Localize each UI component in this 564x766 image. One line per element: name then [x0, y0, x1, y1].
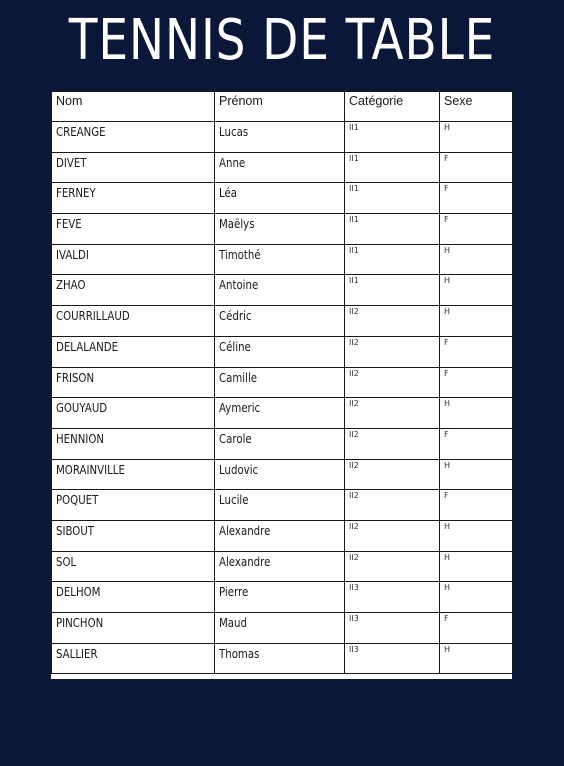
table-row	[52, 306, 513, 337]
cell-prenom-text: Céline	[219, 339, 251, 354]
cell-prenom-text: Alexandre	[219, 523, 271, 538]
cell-sexe: H	[440, 643, 513, 674]
cell-categorie: II2	[345, 551, 440, 582]
table-row	[52, 490, 513, 521]
table-row	[52, 643, 513, 674]
participants-table	[51, 91, 513, 674]
cell-nom-text: FEVE	[56, 217, 82, 232]
table-body	[52, 122, 513, 674]
table-row	[52, 459, 513, 490]
cell-prenom	[215, 244, 345, 275]
cell-nom-text: SOL	[56, 554, 77, 569]
cell-categorie: II2	[345, 428, 440, 459]
cell-nom	[52, 398, 215, 429]
cell-prenom	[215, 551, 345, 582]
table-row	[52, 367, 513, 398]
cell-prenom	[215, 152, 345, 183]
cell-categorie: II2	[345, 367, 440, 398]
cell-prenom	[215, 306, 345, 337]
cell-nom-text: DELALANDE	[56, 339, 119, 354]
cell-sexe: H	[440, 582, 513, 613]
cell-categorie: II1	[345, 183, 440, 214]
cell-prenom-text: Carole	[219, 431, 252, 446]
cell-prenom	[215, 367, 345, 398]
cell-prenom-text: Camille	[219, 370, 258, 385]
cell-nom-text: POQUET	[56, 493, 99, 508]
cell-nom	[52, 306, 215, 337]
cell-nom-text: ZHAO	[56, 278, 86, 293]
cell-categorie: II1	[345, 122, 440, 153]
table-row	[52, 214, 513, 245]
cell-prenom	[215, 582, 345, 613]
cell-sexe: H	[440, 122, 513, 153]
cell-sexe: H	[440, 459, 513, 490]
cell-nom-text: FRISON	[56, 370, 95, 385]
cell-nom-text: SIBOUT	[56, 523, 95, 538]
cell-categorie: II3	[345, 613, 440, 644]
cell-prenom	[215, 183, 345, 214]
cell-nom	[52, 551, 215, 582]
cell-nom-text: HENNION	[56, 431, 105, 446]
cell-sexe: F	[440, 490, 513, 521]
cell-prenom-text: Alexandre	[219, 554, 271, 569]
table-row	[52, 551, 513, 582]
cell-categorie: II3	[345, 643, 440, 674]
cell-nom-text: GOUYAUD	[56, 401, 108, 416]
cell-nom	[52, 244, 215, 275]
cell-nom-text: DELHOM	[56, 585, 101, 600]
table-row	[52, 152, 513, 183]
cell-nom-text: COURRILLAUD	[56, 309, 130, 324]
cell-nom	[52, 459, 215, 490]
cell-prenom-text: Cédric	[219, 309, 252, 324]
table-row	[52, 336, 513, 367]
cell-categorie: II2	[345, 490, 440, 521]
cell-sexe: H	[440, 275, 513, 306]
cell-sexe: H	[440, 520, 513, 551]
header-nom: Nom	[52, 92, 215, 122]
cell-prenom	[215, 520, 345, 551]
cell-prenom	[215, 459, 345, 490]
cell-prenom-text: Lucile	[219, 493, 249, 508]
cell-prenom-text: Antoine	[219, 278, 259, 293]
table-row	[52, 428, 513, 459]
header-sexe: Sexe	[440, 92, 513, 122]
cell-nom-text: SALLIER	[56, 646, 98, 661]
cell-categorie: II1	[345, 214, 440, 245]
cell-prenom-text: Lucas	[219, 125, 249, 139]
cell-prenom-text: Maëlys	[219, 217, 255, 232]
participants-table-container	[51, 91, 512, 679]
cell-sexe: F	[440, 183, 513, 214]
cell-prenom-text: Timothé	[219, 247, 261, 262]
cell-sexe: F	[440, 367, 513, 398]
cell-categorie: II2	[345, 520, 440, 551]
cell-prenom	[215, 643, 345, 674]
cell-prenom-text: Ludovic	[219, 462, 259, 477]
cell-prenom	[215, 613, 345, 644]
cell-sexe: H	[440, 398, 513, 429]
cell-sexe: H	[440, 306, 513, 337]
cell-nom-text: MORAINVILLE	[56, 462, 125, 477]
cell-prenom-text: Pierre	[219, 585, 249, 600]
cell-nom	[52, 520, 215, 551]
cell-nom	[52, 152, 215, 183]
cell-nom-text: PINCHON	[56, 616, 104, 630]
cell-nom-text: CREANGE	[56, 125, 106, 139]
table-header-row	[52, 92, 513, 122]
cell-nom-text: DIVET	[56, 155, 87, 170]
table-row	[52, 183, 513, 214]
cell-categorie: II1	[345, 152, 440, 183]
cell-nom	[52, 490, 215, 521]
cell-categorie: II1	[345, 275, 440, 306]
cell-categorie: II2	[345, 459, 440, 490]
table-row	[52, 398, 513, 429]
cell-prenom	[215, 275, 345, 306]
cell-prenom	[215, 428, 345, 459]
cell-nom	[52, 582, 215, 613]
cell-sexe: H	[440, 551, 513, 582]
table-row	[52, 613, 513, 644]
cell-prenom	[215, 490, 345, 521]
cell-sexe: F	[440, 428, 513, 459]
cell-nom	[52, 214, 215, 245]
cell-nom	[52, 122, 215, 153]
cell-sexe: F	[440, 152, 513, 183]
table-row	[52, 275, 513, 306]
cell-categorie: II2	[345, 398, 440, 429]
cell-categorie: II2	[345, 336, 440, 367]
header-prenom: Prénom	[215, 92, 345, 122]
cell-nom	[52, 275, 215, 306]
cell-categorie: II2	[345, 306, 440, 337]
cell-sexe: H	[440, 244, 513, 275]
cell-prenom-text: Anne	[219, 155, 246, 170]
cell-nom	[52, 336, 215, 367]
cell-nom	[52, 643, 215, 674]
cell-categorie: II1	[345, 244, 440, 275]
cell-prenom	[215, 122, 345, 153]
cell-prenom-text: Maud	[219, 616, 247, 630]
cell-nom	[52, 183, 215, 214]
cell-nom-text: IVALDI	[56, 247, 89, 262]
page-title: TENNIS DE TABLE	[68, 8, 496, 73]
cell-prenom	[215, 214, 345, 245]
cell-prenom	[215, 336, 345, 367]
cell-nom	[52, 367, 215, 398]
table-row	[52, 582, 513, 613]
cell-prenom	[215, 398, 345, 429]
table-row	[52, 520, 513, 551]
cell-prenom-text: Thomas	[219, 646, 260, 661]
cell-categorie: II3	[345, 582, 440, 613]
cell-sexe: F	[440, 214, 513, 245]
cell-sexe: F	[440, 336, 513, 367]
table-row	[52, 244, 513, 275]
cell-sexe: F	[440, 613, 513, 644]
table-row	[52, 122, 513, 153]
cell-prenom-text: Léa	[219, 186, 238, 201]
cell-nom	[52, 613, 215, 644]
cell-prenom-text: Aymeric	[219, 401, 261, 416]
cell-nom-text: FERNEY	[56, 186, 96, 201]
header-categorie: Catégorie	[345, 92, 440, 122]
cell-nom	[52, 428, 215, 459]
